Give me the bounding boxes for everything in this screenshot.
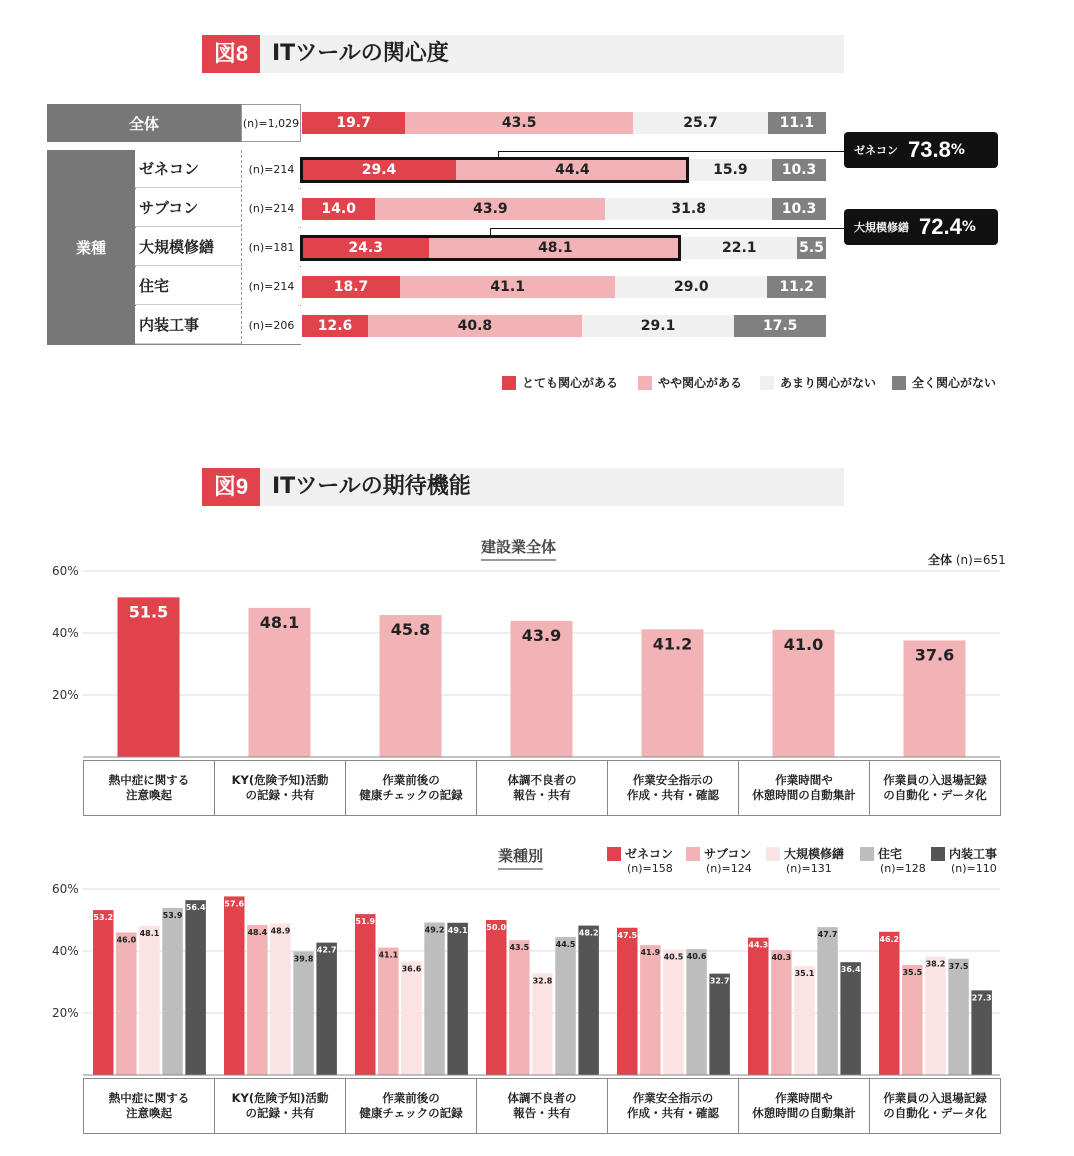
bar <box>948 959 969 1075</box>
category-label: 作業安全指示の 作成・共有・確認 <box>607 1078 739 1134</box>
bar <box>424 922 445 1075</box>
bar-value-label: 48.4 <box>247 927 268 937</box>
legend-label: とても関心がある <box>522 376 619 390</box>
category-label: KY(危険予知)活動 の記録・共有 <box>214 1078 346 1134</box>
bar <box>840 962 861 1075</box>
seg-some: 40.8 <box>368 315 582 337</box>
bar-value-label: 45.8 <box>390 620 431 640</box>
seg-none: 11.2 <box>767 276 826 298</box>
seg-little: 29.0 <box>615 276 767 298</box>
bar <box>555 937 576 1075</box>
seg-some: 44.4 <box>456 159 689 181</box>
fig8-title: ITツールの関心度 <box>272 41 449 66</box>
row-label: サブコン <box>135 189 241 227</box>
ytick-40-bottom: 40% <box>52 944 79 958</box>
bar <box>640 945 661 1075</box>
bar <box>185 900 206 1075</box>
bar <box>879 932 900 1075</box>
legend-n: (n)=158 <box>627 862 673 875</box>
legend-name: 大規模修繕 <box>784 847 845 861</box>
fig9-title: ITツールの期待機能 <box>272 474 471 499</box>
bar <box>794 966 815 1075</box>
bar <box>617 928 638 1075</box>
bar-value-label: 48.2 <box>578 928 599 938</box>
legend-name: 住宅 <box>878 847 903 861</box>
bar-value-label: 41.9 <box>640 948 661 958</box>
category-label: 作業前後の 健康チェックの記録 <box>345 1078 477 1134</box>
bar-value-label: 42.7 <box>316 945 337 955</box>
bar-value-label: 41.1 <box>378 950 399 960</box>
legend-n: (n)=131 <box>786 862 832 875</box>
seg-little: 29.1 <box>582 315 734 337</box>
legend-name: 内装工事 <box>949 847 998 861</box>
bar-value-label: 47.7 <box>817 930 838 940</box>
bar <box>532 973 553 1075</box>
ytick-60-top: 60% <box>52 564 79 578</box>
row-n: (n)=214 <box>241 189 301 227</box>
row-label: 大規模修繕 <box>135 228 241 266</box>
bar <box>486 920 507 1075</box>
bar-value-label: 37.6 <box>914 645 955 665</box>
bar-value-label: 57.6 <box>224 899 245 909</box>
row-n: (n)=181 <box>241 228 301 266</box>
bar-value-label: 44.5 <box>555 940 576 950</box>
legend-name: ゼネコン <box>625 847 674 861</box>
callout-zenecon-unit: % <box>950 142 965 158</box>
bar-value-label: 51.9 <box>355 917 376 927</box>
bar-value-label: 41.2 <box>652 634 693 654</box>
bar <box>316 943 337 1075</box>
seg-very: 12.6 <box>302 315 368 337</box>
ytick-20-bottom: 20% <box>52 1006 79 1020</box>
bar <box>401 962 422 1075</box>
bar-value-label: 49.1 <box>447 925 468 935</box>
bar <box>270 923 291 1075</box>
category-label: 作業安全指示の 作成・共有・確認 <box>607 760 739 816</box>
bar-value-label: 37.5 <box>948 961 969 971</box>
callout-daikibo-label: 大規模修繕 <box>854 221 909 234</box>
bar <box>709 974 730 1075</box>
callout-zenecon-value: 73.8 <box>908 137 951 162</box>
bar <box>162 908 183 1075</box>
row-label: 住宅 <box>135 267 241 305</box>
bar <box>925 957 946 1075</box>
seg-some: 48.1 <box>429 237 681 259</box>
seg-some: 41.1 <box>400 276 615 298</box>
legend-n: (n)=128 <box>880 862 926 875</box>
seg-very: 24.3 <box>302 237 429 259</box>
seg-none: 10.3 <box>772 159 826 181</box>
callout-daikibo-unit: % <box>961 219 976 235</box>
bar <box>116 932 137 1075</box>
seg-some: 43.9 <box>375 198 605 220</box>
bar <box>378 948 399 1075</box>
bar <box>224 896 245 1075</box>
row-label: ゼネコン <box>135 150 241 188</box>
callout-zenecon-label: ゼネコン <box>854 144 898 157</box>
bar <box>817 927 838 1075</box>
bar <box>971 990 992 1075</box>
row-n: (n)=206 <box>241 306 301 344</box>
group-label: 業種 <box>47 150 135 345</box>
category-label: 熱中症に関する 注意喚起 <box>83 1078 215 1134</box>
bar-value-label: 48.9 <box>270 926 291 936</box>
row-n: (n)=214 <box>241 267 301 305</box>
bar <box>447 923 468 1075</box>
bar-value-label: 48.1 <box>259 612 300 632</box>
bar <box>748 938 769 1075</box>
seg-none: 10.3 <box>772 198 826 220</box>
bar-value-label: 43.9 <box>521 625 562 645</box>
bar-value-label: 40.5 <box>663 952 684 962</box>
category-label: 作業時間や 休憩時間の自動集計 <box>738 1078 870 1134</box>
bar-value-label: 56.4 <box>185 903 206 913</box>
ytick-60-bottom: 60% <box>52 882 79 896</box>
bar-value-label: 46.2 <box>879 934 900 944</box>
category-label: 作業員の入退場記録 の自動化・データ化 <box>869 1078 1001 1134</box>
category-label: 熱中症に関する 注意喚起 <box>83 760 215 816</box>
legend-label: あまり関心がない <box>780 376 877 390</box>
seg-very: 19.7 <box>302 112 405 134</box>
bar-value-label: 53.9 <box>162 910 183 920</box>
ytick-40-top: 40% <box>52 626 79 640</box>
seg-very: 29.4 <box>302 159 456 181</box>
bar-value-label: 36.4 <box>840 965 861 975</box>
bar-value-label: 48.1 <box>139 928 160 938</box>
bar-value-label: 35.1 <box>794 969 815 979</box>
seg-very: 18.7 <box>302 276 400 298</box>
bar-value-label: 38.2 <box>925 959 946 969</box>
bar-value-label: 36.6 <box>401 964 422 974</box>
legend-label: 全く関心がない <box>912 376 997 390</box>
bar-value-label: 35.5 <box>902 967 923 977</box>
top-chart-subtitle: 建設業全体 <box>481 536 556 561</box>
bar-value-label: 46.0 <box>116 935 137 945</box>
bar-value-label: 40.6 <box>686 952 707 962</box>
bar-value-label: 43.5 <box>509 943 530 953</box>
bar-value-label: 53.2 <box>93 913 114 923</box>
bar-value-label: 47.5 <box>617 930 638 940</box>
legend-name: サブコン <box>704 847 752 861</box>
bar-value-label: 39.8 <box>293 954 314 964</box>
callout-daikibo-value: 72.4 <box>919 214 962 239</box>
bar-value-label: 40.3 <box>771 953 792 963</box>
top-note-label: 全体 <box>928 553 953 567</box>
top-note-n: (n)=651 <box>955 553 1006 567</box>
row-n-total: (n)=1,029 <box>241 104 301 142</box>
bar <box>139 926 160 1075</box>
category-label: 作業前後の 健康チェックの記録 <box>345 760 477 816</box>
fig8-badge: 図8 <box>202 35 260 73</box>
category-label: 体調不良者の 報告・共有 <box>476 1078 608 1134</box>
seg-very: 14.0 <box>302 198 375 220</box>
bar-value-label: 27.3 <box>971 993 992 1003</box>
bar-value-label: 32.8 <box>532 976 553 986</box>
bar-value-label: 50.0 <box>486 923 507 932</box>
bar-value-label: 51.5 <box>128 602 169 622</box>
seg-little: 31.8 <box>605 198 772 220</box>
bar-value-label: 32.7 <box>709 976 730 986</box>
bar <box>578 926 599 1075</box>
bar-value-label: 41.0 <box>783 634 824 654</box>
bar <box>93 910 114 1075</box>
row-label: 内装工事 <box>135 306 241 344</box>
seg-little: 22.1 <box>681 237 797 259</box>
bar <box>509 940 529 1075</box>
bar <box>293 952 314 1075</box>
bar <box>771 950 792 1075</box>
ytick-20-top: 20% <box>52 688 79 702</box>
bar-value-label: 49.2 <box>424 925 445 935</box>
bottom-chart-subtitle: 業種別 <box>498 845 543 870</box>
bar-value-label: 44.3 <box>748 940 769 950</box>
row-label-total: 全体 <box>47 104 241 142</box>
category-label: 体調不良者の 報告・共有 <box>476 760 608 816</box>
seg-none: 11.1 <box>768 112 826 134</box>
seg-little: 25.7 <box>633 112 768 134</box>
seg-none: 5.5 <box>797 237 826 259</box>
bar <box>686 949 707 1075</box>
category-label: 作業員の入退場記録 の自動化・データ化 <box>869 760 1001 816</box>
seg-none: 17.5 <box>734 315 826 337</box>
legend-label: やや関心がある <box>658 376 743 390</box>
bar <box>902 965 923 1075</box>
category-label: 作業時間や 休憩時間の自動集計 <box>738 760 870 816</box>
row-n: (n)=214 <box>241 150 301 188</box>
bar <box>247 925 268 1075</box>
fig9-badge: 図9 <box>202 468 260 506</box>
legend-n: (n)=110 <box>951 862 997 875</box>
legend-n: (n)=124 <box>706 862 752 875</box>
bar <box>663 949 684 1075</box>
seg-some: 43.5 <box>405 112 633 134</box>
bar <box>355 914 376 1075</box>
category-label: KY(危険予知)活動 の記録・共有 <box>214 760 346 816</box>
seg-little: 15.9 <box>689 159 772 181</box>
